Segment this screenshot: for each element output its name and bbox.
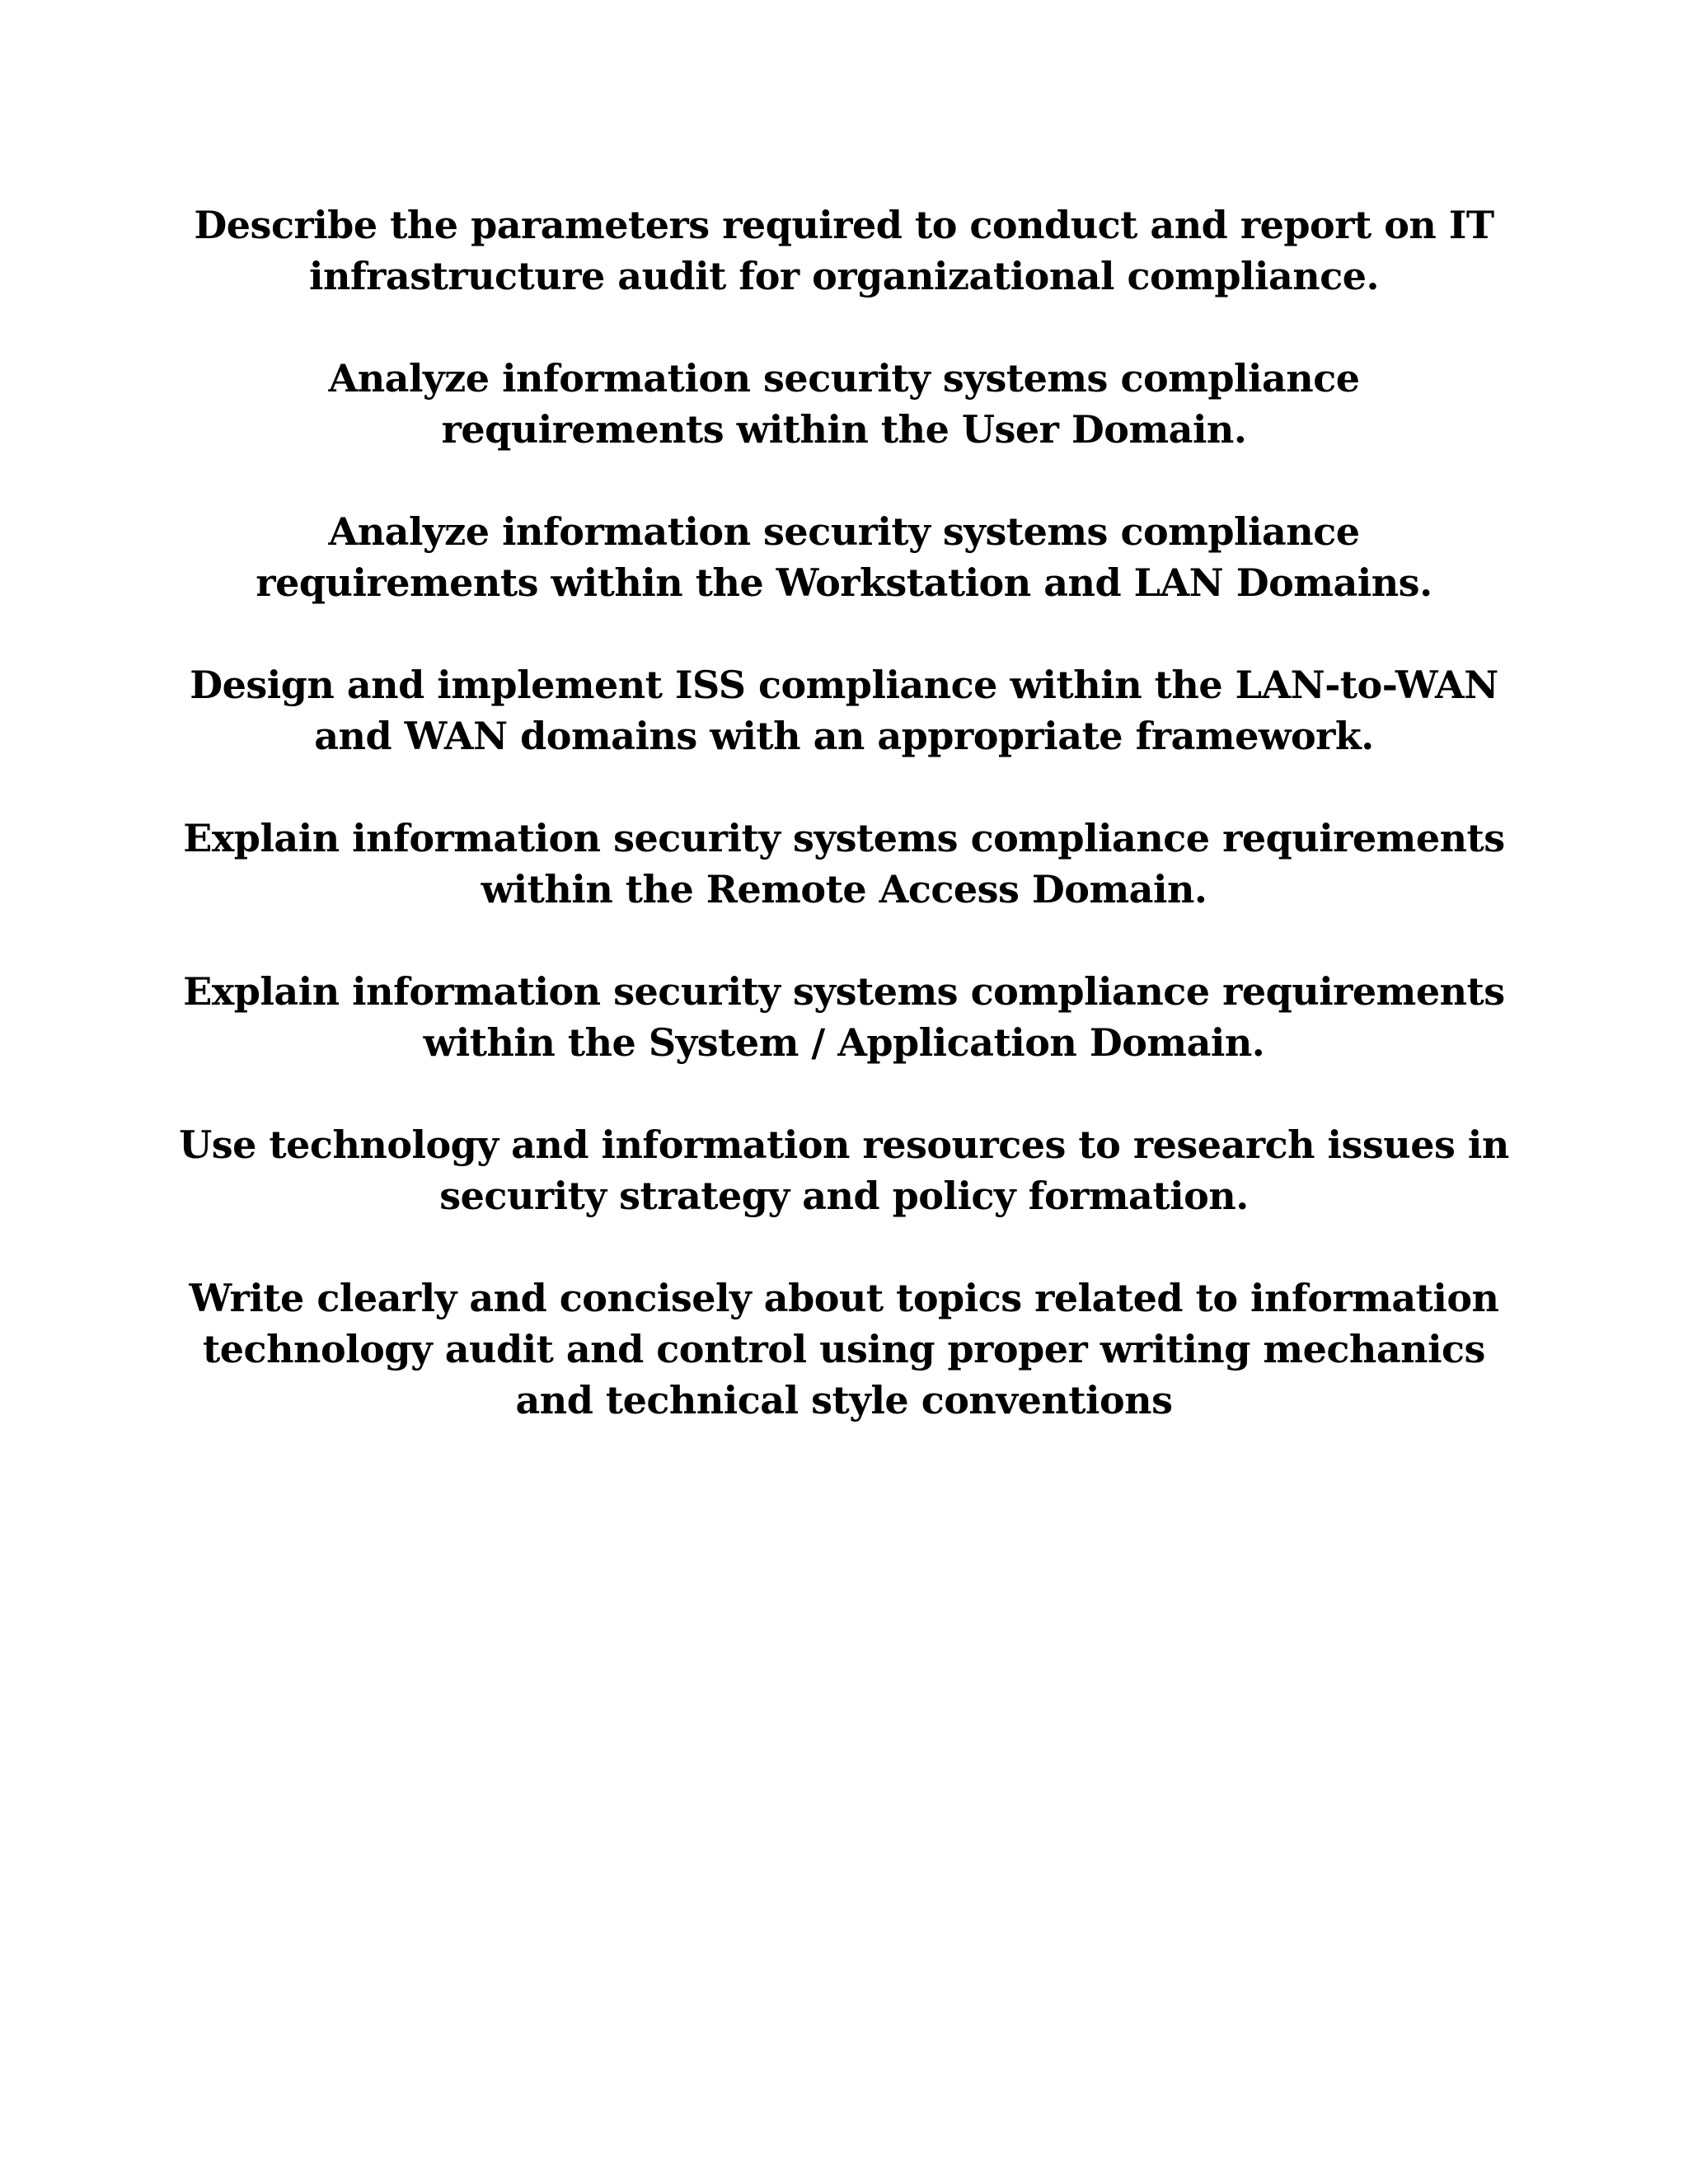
objective-line: and WAN domains with an appropriate framework. xyxy=(314,714,1374,758)
objective-line: within the Remote Access Domain. xyxy=(481,867,1207,912)
objective-line: requirements within the User Domain. xyxy=(441,407,1247,452)
objective-line: Write clearly and concisely about topics related to information xyxy=(189,1276,1499,1320)
objective-line: Use technology and information resources to research issues in xyxy=(179,1122,1509,1167)
objective-line: Design and implement ISS compliance within the LAN-to-WAN xyxy=(190,663,1498,707)
objective-research-issues xyxy=(148,1119,1540,1221)
objective-line: Analyze information security systems compliance xyxy=(328,356,1360,401)
objective-user-domain xyxy=(148,353,1540,455)
objective-workstation-lan-domains xyxy=(148,506,1540,608)
objective-parameters-audit xyxy=(148,199,1540,302)
objective-remote-access-domain xyxy=(148,813,1540,915)
objective-line: and technical style conventions xyxy=(515,1378,1173,1422)
objective-line: security strategy and policy formation. xyxy=(439,1174,1249,1218)
objective-system-application-domain xyxy=(148,966,1540,1068)
objective-line: Describe the parameters required to conduct and report on IT xyxy=(194,203,1494,247)
objective-line: Explain information security systems compliance requirements xyxy=(183,969,1505,1014)
objective-line: within the System / Application Domain. xyxy=(423,1020,1265,1065)
objective-lan-to-wan-wan-domains xyxy=(148,659,1540,762)
objective-line: technology audit and control using proper writing mechanics xyxy=(203,1327,1485,1371)
objective-line: Explain information security systems compliance requirements xyxy=(183,816,1505,860)
objective-line: infrastructure audit for organizational compliance. xyxy=(308,254,1380,298)
objective-write-clearly xyxy=(148,1272,1540,1426)
objective-line: requirements within the Workstation and LAN Domains. xyxy=(256,560,1432,605)
objective-line: Analyze information security systems compliance xyxy=(328,509,1360,554)
objectives-list xyxy=(148,199,1540,1477)
